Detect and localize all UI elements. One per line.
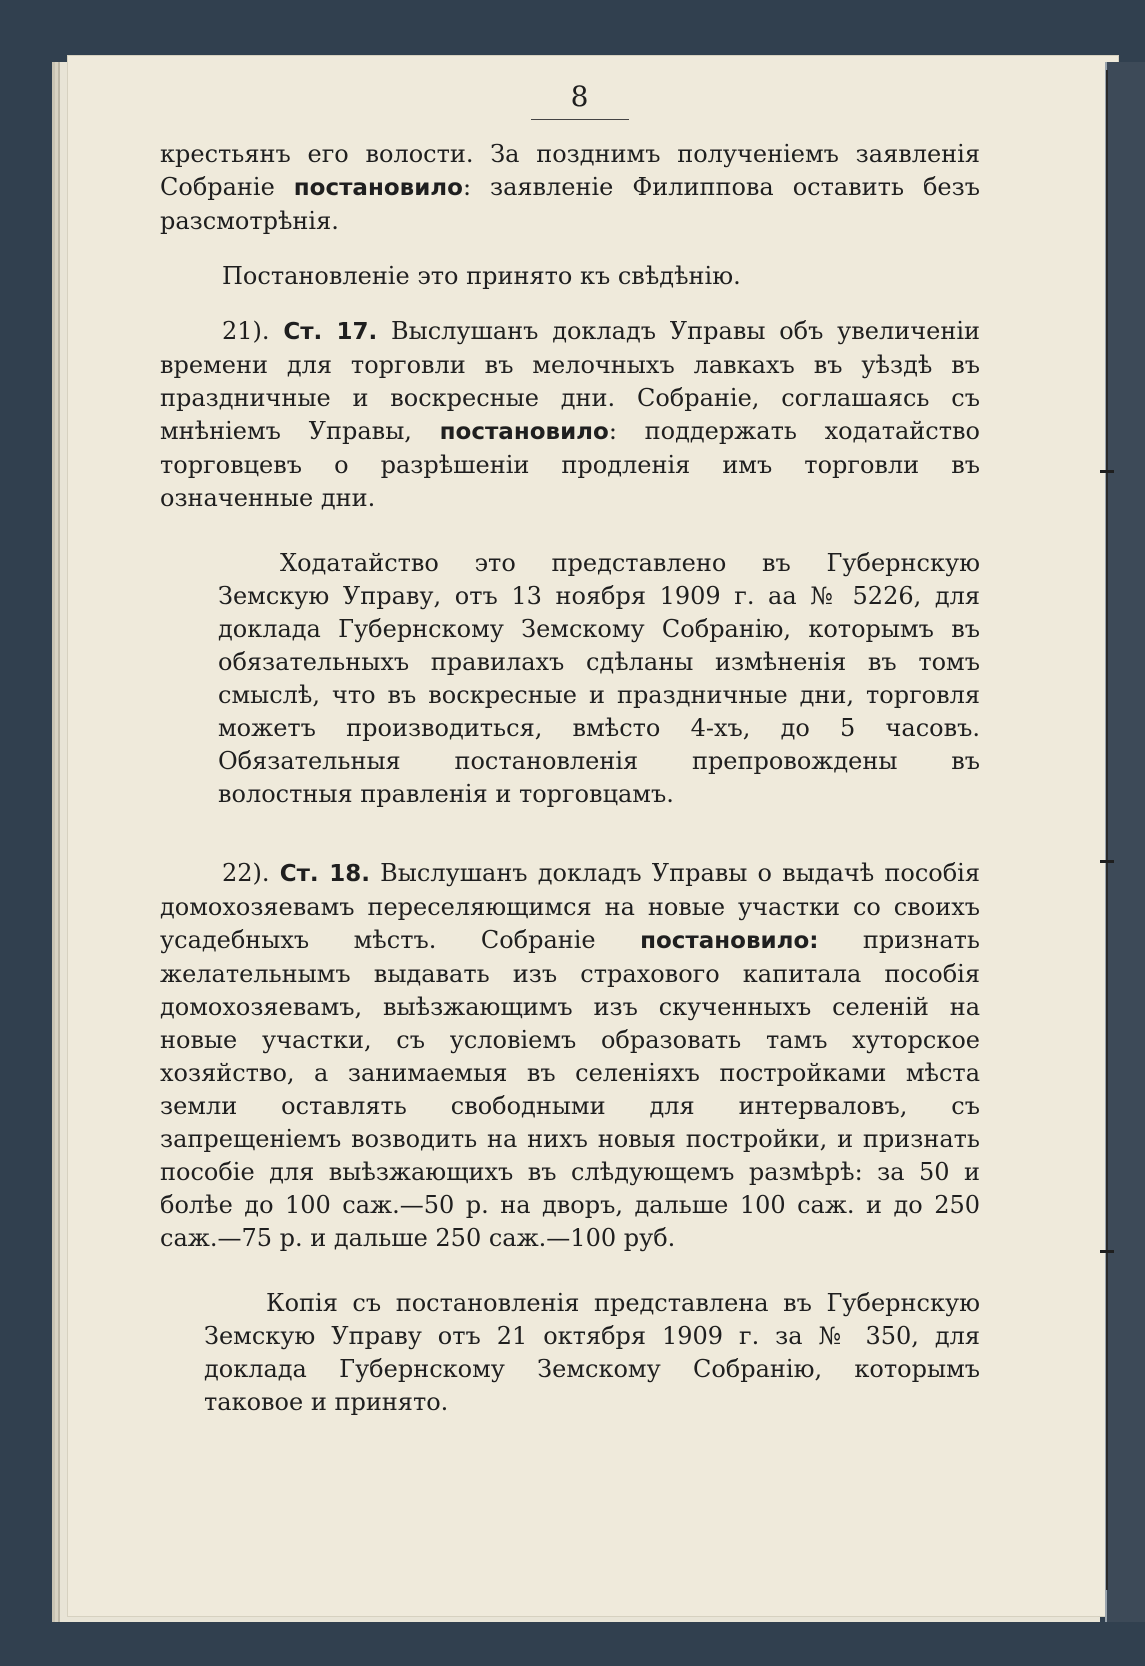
- binding-stitch: [1100, 860, 1114, 863]
- bold-keyword: постановило:: [640, 928, 819, 954]
- binding-thread: [1106, 70, 1108, 1590]
- paragraph-note: Постановленіе это принято къ свѣдѣнію.: [222, 262, 741, 290]
- binding-stitch: [1100, 1250, 1114, 1253]
- paragraph-petition: Ходатайство это представлено въ Губернскую Земскую Управу, отъ 13 ноября 1909 г. аа № 5226, для доклада Губернскому Земскому Собранію, которымъ въ обязательныхъ правилахъ сдѣланы измѣненія въ томъ смыслѣ, что въ воскресные и праздничные дни, торговля можетъ производиться, вмѣсто 4-хъ, до 5 часовъ. Обязательныя постановленія препровождены въ волостныя правленія и торговцамъ.: [218, 549, 980, 808]
- paragraph-continuation: крестьянъ его волости. За позднимъ полученіемъ заявленія Собраніе постановило: заявленіе Филиппова оставить безъ разсмотрѣнія.: [160, 140, 980, 235]
- paragraph-item-21: 21). Ст. 17. Выслушанъ докладъ Управы объ увеличеніи времени для торговли въ мелочныхъ лавкахъ въ уѣздѣ въ праздничные и воскресные дни. Собраніе, соглашаясь съ мнѣніемъ Управы, постановило: поддержать ходатайство торговцевъ о разрѣшеніи продленія имъ торговли въ означенные дни.: [160, 317, 980, 512]
- article-label: Ст. 17.: [283, 319, 378, 345]
- bold-keyword: постановило: [293, 175, 463, 201]
- article-label: Ст. 18.: [279, 861, 370, 887]
- page-number: 8: [180, 80, 980, 120]
- binding-stitch: [1100, 470, 1114, 473]
- book-spine: [1105, 62, 1145, 1622]
- paragraph-item-22: 22). Ст. 18. Выслушанъ докладъ Управы о выдачѣ пособія домохозяевамъ переселяющимся на новые участки со своихъ усадебныхъ мѣстъ. Собраніе постановило: признать желательнымъ выдавать изъ страхового капитала пособія домохозяевамъ, выѣзжающимъ изъ скученныхъ селеній на новые участки, съ условіемъ образовать тамъ хуторское хозяйство, а занимаемыя въ селеніяхъ постройками мѣста земли оставлять свободными для интерваловъ, съ запрещеніемъ возводить на нихъ новыя постройки, и признать пособіе для выѣзжающихъ въ слѣдующемъ размѣрѣ: за 50 и болѣе до 100 саж.—50 р. на дворъ, дальше 100 саж. и до 250 саж.—75 р. и дальше 250 саж.—100 руб.: [160, 859, 980, 1252]
- paragraph-copy: Копія съ постановленія представлена въ Губернскую Земскую Управу отъ 21 октября 1909 г. за № 350, для доклада Губернскому Земскому Собранію, которымъ таковое и принято.: [204, 1289, 980, 1416]
- page-text: [160, 80, 980, 1419]
- bold-keyword: постановило: [439, 419, 609, 445]
